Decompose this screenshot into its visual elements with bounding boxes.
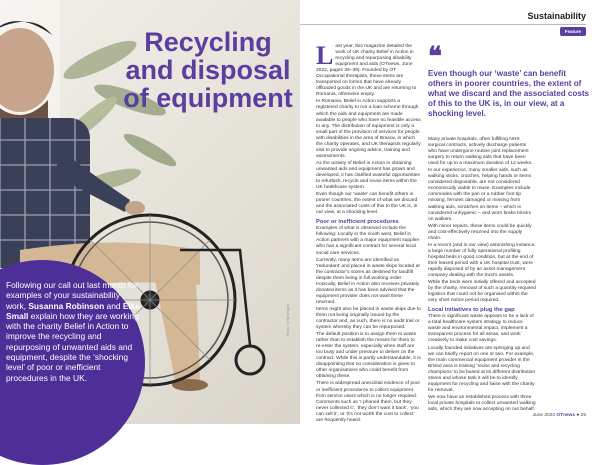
body-paragraph: Items might also be placed in waste skips due to them not being originally issued by the contractor and, as such, there is no audit trail or system whereby they can be repurposed. [316, 306, 421, 331]
intro-standfirst [6, 280, 142, 383]
body-paragraph: There is widespread anecdotal evidence of poor or inefficient procedures to collect equipment from service users which is no longer required. Comments such as ‘I phoned them, but they never collected it’, ‘they don’t want it back’, ‘you can sell it’, or ‘it’s not worth the cost to collect’ are frequently heard. [316, 381, 421, 423]
author-name-2: Elke Small [6, 300, 141, 321]
feature-badge: Feature [560, 27, 586, 36]
pull-quote-text: Even though our ‘waste’ can benefit others in poorer countries, the extent of what we discard and the associated costs of this to the UK is, in our view, at a shocking level. [428, 69, 590, 118]
header-divider [300, 24, 586, 25]
body-paragraph: The default position is to assign them to waste rather than to establish the means for them to re-enter the system, especially when staff are too busy and under pressure to deliver on the contract. While this is partly understandable, it is disappointing that no consideration is given to other organisations who could benefit from obtaining these. [316, 332, 421, 380]
page-number: 25 [580, 413, 586, 418]
body-column-1 [316, 41, 422, 425]
subheading: Poor or inefficient procedures [316, 219, 399, 226]
body-paragraph: In a recent (and in our view) astonishing instance, a large number of fully operational profiling hospital beds in good condition, but at the end of their leased period with a UK hospital trust, were rapidly disposed of by an asset management company dealing with the trust’s assets. [428, 242, 536, 279]
body-paragraph: As the activity of Belief in Action in obtaining unwanted aids and equipment has grown and developed, it has clarified wasteful opportunities to refurbish, recycle and reuse items within the UK healthcare system. [316, 160, 420, 191]
issue-date: June 2023 [532, 413, 556, 418]
section-label: Sustainability [527, 11, 586, 21]
separator: ● [576, 413, 581, 418]
intro-suffix: explain how they are working with the charity Belief in Action to improve the recycling and repurposing of unwanted aids and equipment, despite the ‘shocking level’ of poor or inefficient procedures in the UK. [6, 310, 139, 383]
author-name-1: Susanna Robinson [28, 300, 105, 311]
photo-credit: Photo: Getty Images [286, 304, 290, 336]
body-paragraph: With minor repairs, these items could be quickly and cost-effectively returned into the supply chain. [428, 223, 532, 241]
body-paragraph: Locally founded initiatives are springing up and we can briefly report on one or two. For example, the main commercial equipment provider in the Bristol area is training ‘reuse and recycling champions’ to be based at its different distribution stores and whose task it will be to identify equipment for recycling and liaise with the charity for removal. [428, 345, 536, 393]
article-title: Recycling and disposal of equipment [123, 27, 293, 113]
body-column-2 [428, 137, 536, 414]
subheading: Local initiatives to plug the gap [428, 307, 515, 314]
intro-prefix: Following our call out last month for examples of your sustainability work, [6, 280, 138, 311]
magazine-brand: OTnews [556, 413, 576, 418]
body-paragraph: We now have an established process with three local private hospitals to collect unwanted walking aids, which they are now accepting on our behalf. [428, 394, 536, 412]
body-paragraph: Even though our ‘waste’ can benefit others in poorer countries, the extent of what we discard and the associated costs of this to the UK is, in our view, at a shocking level. [316, 192, 418, 216]
quote-mark-icon: ❝ [428, 42, 442, 71]
body-paragraph: While the beds were initially offered and accepted by the charity, removal of such a quantity required logistics that could not be organised within the very short notice period required. [428, 280, 536, 304]
body-paragraph: Currently, many items are identified as ‘redundant’ and placed in waste skips located at the contractor’s stores as destined for landfill despite them being in full working order. Ironically, Belief in Action also receives privately donated items as it has been advised that the equipment provider does not want these returned. [316, 257, 420, 305]
body-paragraph: In Romania, Belief in Action supports a registered charity to run a loan scheme through which the aids and equipment are made available to people who have no feasible access to any. The distribution of equipment is only a small part of the provision of services for people with disabilities in the area of Brasov, in which the charity operates, and UK therapists regularly visit to provide ongoing advice, training and assessments. [316, 99, 421, 159]
body-paragraph: Many private hospitals, often fulfilling NHS surgical contracts, actively discharge patients who have undergone routine joint replacement surgery to return walking aids that have been used for up to a maximum duration of 12 weeks. [428, 137, 533, 167]
body-paragraph: There is significant waste appears to be a lack of a total healthcare system strategy to reduce waste and environmental impact, implement a transparent process for all areas, and work creatively to make cost savings. [428, 314, 534, 344]
page-footer [533, 413, 586, 418]
body-paragraph: Last year, this magazine detailed the work of UK charity Belief in Action in recycling and repurposing disability equipment and aids (OTnews, June 2022, pages 36–39). Founded by OT Occupational therapists, these items are transported on lorries that have already offloaded goods in the UK and are returning to Romania, otherwise empty. [316, 41, 417, 98]
pull-quote [428, 42, 592, 119]
drop-cap: L [316, 41, 334, 70]
body-paragraph: Examples of what is observed include the following: Locally in the south west, Belief in Action partners with a major equipment supplier who has a significant contract for several local social care services. [316, 226, 420, 256]
body-paragraph: In our experience, many smaller aids, such as walking sticks, crutches, helping hands or items considered disposable, are not considered economically viable to reuse. Examples include commodes with the pan or a rubber foot tip missing, ferrules damaged or missing from walking aids, scratches on items – which is considered unhygienic – and worn brake blocks on walkers. [428, 168, 532, 222]
intro-panel [0, 260, 142, 424]
intro-and: and [104, 300, 123, 311]
